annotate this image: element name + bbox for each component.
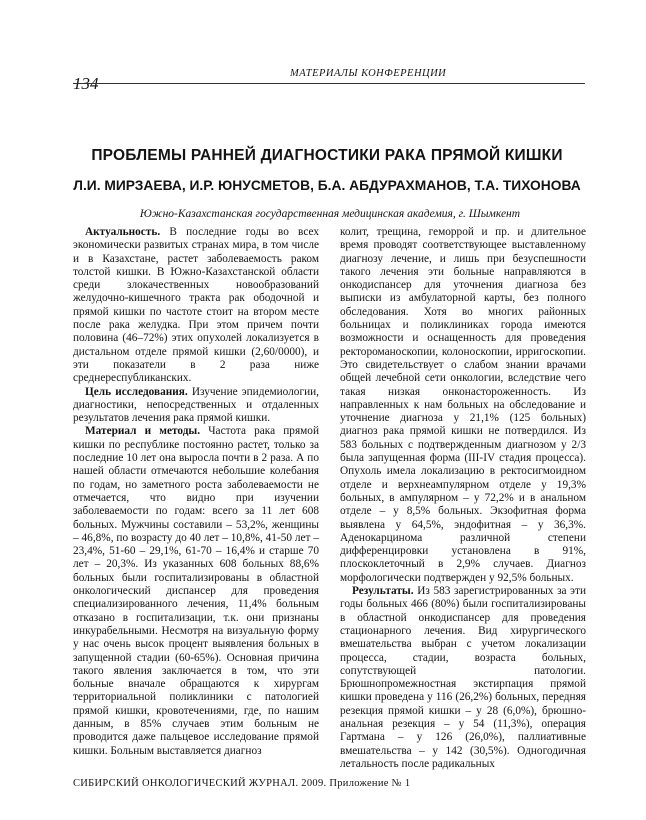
journal-footer: СИБИРСКИЙ ОНКОЛОГИЧЕСКИЙ ЖУРНАЛ. 2009. Приложение № 1 xyxy=(73,778,411,789)
relevance-paragraph xyxy=(73,226,319,386)
results-text: Из 583 зарегистрированных за эти годы больных 466 (80%) были госпитализированы в областной онкодиспансер для проведения стационарного лечения. Вид хирургического вмешательства выбран с учетом локализации процесса, стадии, возраста больных, сопутствующей патологии. Брюшнопромежностная экстирпация прямой кишки проведена у 116 (26,2%) больных, передняя резекция прямой кишки – у 28 (6,0%), брюшно-анальная резекция – у 54 (11,3%), операция Гартмана – у 126 (26,0%), паллиативные вмешательства – у 142 (30,5%). Одногодичная летальность после радикальных xyxy=(340,585,586,770)
right-column xyxy=(340,226,586,771)
results-heading: Результаты. xyxy=(352,585,414,598)
continued-paragraph: колит, трещина, геморрой и пр. и длительное время проводят соответствующее выставленному диагнозу лечение, и лишь при безуспешности такого лечения эти больные направляются в онкодиспансер для уточнения диагноза без выписки из амбулаторной карты, без полного обследования. Хотя во многих районных больницах и поликлиниках города имеются возможности и оснащенность для проведения ректороманоскопии, колоноскопии, ирригоскопии. Это свидетельствует о слабом знании врачами общей лечебной сети онкологии, вследствие чего такая низкая онконастороженность. Из направленных к нам больных на обследование и уточнение диагноза у 21,1% (125 больных) диагноз рака прямой кишки не потвердился. Из 583 больных с подтвержденным диагнозом у 2/3 была запущенная форма (III-IV стадия процесса). Опухоль имела локализацию в ректосигмоидном отделе и верхнеампулярном отделе у 19,3% больных, в ампулярном – у 72,2% и в анальном отделе – у 8,5% больных. Экзофитная форма выявлена у 64,5%, эндофитная – у 36,3%. Аденокарцинома различной степени дифференцировки установлена в 91%, плоскоклеточный в 2,9% случаев. Диагноз морфологически подтвержден у 92,5% больных. xyxy=(340,226,586,584)
article-affiliation: Южно-Казахстанская государственная медицинская академия, г. Шымкент xyxy=(139,208,521,220)
header-divider xyxy=(73,83,585,84)
methods-heading: Материал и методы. xyxy=(85,425,201,438)
article-authors: Л.И. МИРЗАЕВА, И.Р. ЮНУСМЕТОВ, Б.А. АБДУРАХМАНОВ, Т.А. ТИХОНОВА xyxy=(73,178,581,193)
left-column xyxy=(73,226,319,758)
article-title: ПРОБЛЕМЫ РАННЕЙ ДИАГНОСТИКИ РАКА ПРЯМОЙ КИШКИ xyxy=(91,147,563,164)
aim-text: Изучение эпидемиологии, диагностики, непосредственных и отдаленных результатов лечения рака прямой кишки. xyxy=(73,385,319,425)
aim-heading: Цель исследования. xyxy=(85,385,188,398)
methods-paragraph xyxy=(73,425,319,757)
aim-paragraph xyxy=(73,386,319,426)
relevance-text: В последние годы во всех экономически развитых странах мира, в том числе и в Казахстане, растет заболеваемость раком толстой кишки. В Южно-Казахстанской области среди злокачественных новообразований желудочно-кишечного тракта рак ободочной и прямой кишки по частоте стоит на втором месте после рака желудка. При этом причем почти половина (46–72%) этих опухолей локализуется в дистальном отделе прямой кишки (2,60/0000), и эти показатели в 2 раза ниже среднереспубликанских. xyxy=(73,226,319,385)
methods-text: Частота рака прямой кишки по республике постоянно растет, только за последние 10 лет она выросла почти в 2 раза. А по нашей области отмечаются небольшие колебания по годам, но заметного роста заболеваемости не отмечается, что видно при изучении заболеваемости по годам: всего за 11 лет 608 больных. Мужчины составили – 53,2%, женщины – 46,8%, по возрасту до 40 лет – 10,8%, 41-50 лет – 23,4%, 51-60 – 29,1%, 61-70 – 16,4% и старше 70 лет – 20,3%. Из указанных 608 больных 88,6% больных были госпитализированы в областной онкологический диспансер для проведения специализированного лечения, 11,4% больным отказано в госпитализации, т.к. они признаны инкурабельными. Несмотря на визуальную форму у нас очень высок процент выявления больных в запущенной стадии (60-65%). Основная причина такого явления заключается в том, что эти больные вначале обращаются к хирургам территориальной поликлиники с патологией прямой кишки, кровотечениями, где, по нашим данным, в 85% случаев этим больным не проводится даже пальцевое исследование прямой кишки. Больным выставляется диагноз xyxy=(73,425,319,757)
running-header: МАТЕРИАЛЫ КОНФЕРЕНЦИИ xyxy=(290,68,447,79)
page-number: 134 xyxy=(73,74,99,93)
results-paragraph xyxy=(340,585,586,771)
relevance-heading: Актуальность. xyxy=(85,226,161,238)
